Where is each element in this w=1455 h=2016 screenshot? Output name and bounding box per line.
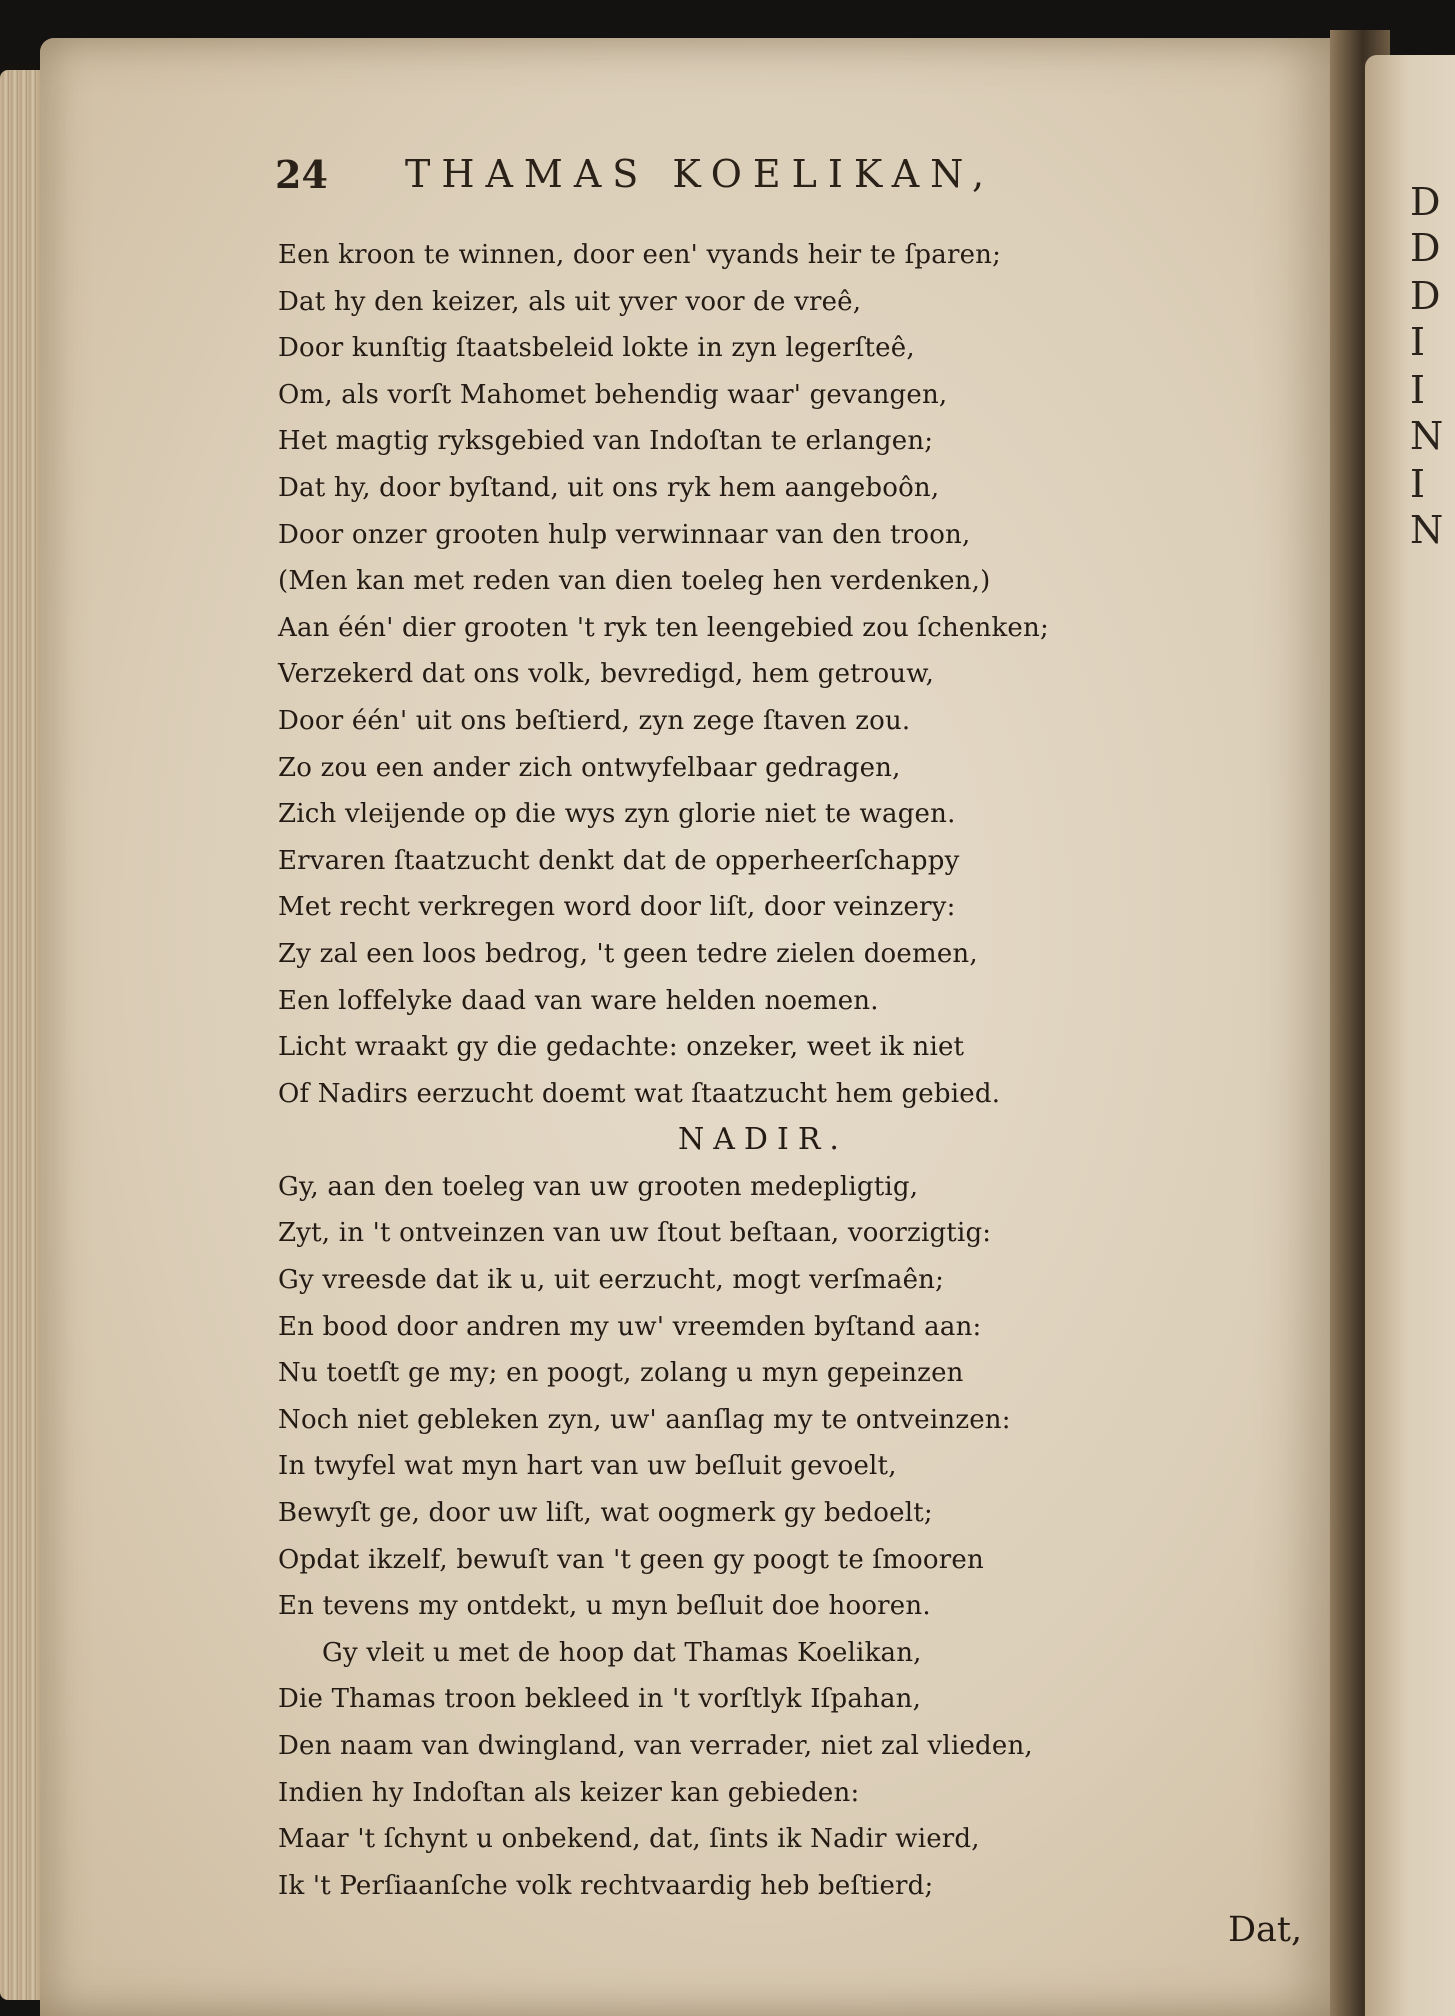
verse-line: En tevens my ontdekt, u myn beſluit doe hooren. [278,1591,931,1622]
verse-line: Door kunſtig ſtaatsbeleid lokte in zyn legerſteê, [278,333,915,364]
verse-line: In twyfel wat myn hart van uw beſluit gevoelt, [278,1451,897,1482]
facing-page-fragment: D [1410,180,1441,224]
verse-line: Opdat ikzelf, bewuſt van 't geen gy poogt te ſmooren [278,1544,984,1575]
page-number: 24 [275,152,328,197]
facing-page-fragment: I [1410,368,1426,412]
verse-line: Dat hy, door byſtand, uit ons ryk hem aangeboôn, [278,472,940,503]
verse-line: (Men kan met reden van dien toeleg hen verdenken,) [278,566,991,597]
facing-page-fragment: N [1410,414,1444,458]
verse-line: Een loffelyke daad van ware helden noemen. [278,985,879,1016]
verse-line: Licht wraakt gy die gedachte: onzeker, weet ik niet [278,1032,965,1063]
facing-page [1365,55,1455,2016]
verse-line: Verzekerd dat ons volk, bevredigd, hem getrouw, [278,659,935,690]
verse-line: Zo zou een ander zich ontwyfelbaar gedragen, [278,752,901,783]
verse-line: Indien hy Indoſtan als keizer kan gebieden: [278,1777,860,1808]
verse-line: Zy zal een loos bedrog, 't geen tedre zielen doemen, [278,938,978,969]
verse-line: Gy vleit u met de hoop dat Thamas Koelikan, [322,1637,922,1668]
page-header [275,152,1225,212]
verse-line: Zyt, in 't ontveinzen van uw ſtout beſtaan, voorzigtig: [278,1218,992,1249]
speaker-heading: NADIR. [678,1122,848,1158]
verse-line: Bewyſt ge, door uw liſt, wat oogmerk gy bedoelt; [278,1498,933,1529]
verse-line: Dat hy den keizer, als uit yver voor de vreê, [278,286,862,317]
facing-page-fragment: N [1410,508,1444,552]
verse-line: Den naam van dwingland, van verrader, niet zal vlieden, [278,1731,1033,1761]
verse-line: Ik 't Perſiaanſche volk rechtvaardig heb beſtierd; [278,1870,934,1901]
verse-line: Om, als vorſt Mahomet behendig waar' gevangen, [278,379,948,410]
catchword: Dat, [1228,1910,1303,1950]
verse-line: Maar 't ſchynt u onbekend, dat, ſints ik Nadir wierd, [278,1824,980,1855]
verse-line: Door onzer grooten hulp verwinnaar van den troon, [278,519,971,550]
verse-line: Nu toetſt ge my; en poogt, zolang u myn gepeinzen [278,1358,964,1389]
verse-line: En bood door andren my uw' vreemden byſtand aan: [278,1311,982,1342]
facing-page-fragment: D [1410,274,1441,318]
verse-line: Door één' uit ons beſtierd, zyn zege ſtaven zou. [278,705,911,736]
verse-line: Of Nadirs eerzucht doemt wat ſtaatzucht hem gebied. [278,1078,1001,1109]
facing-page-fragment: I [1410,320,1426,364]
verse-line: Met recht verkregen word door liſt, door veinzery: [278,892,956,923]
verse-line: Het magtig ryksgebied van Indoſtan te erlangen; [278,426,934,457]
verse-line: Zich vleijende op die wys zyn glorie niet te wagen. [278,799,956,830]
verse-text [278,232,1338,1909]
verse-line: Ervaren ſtaatzucht denkt dat de opperheerſchappy [278,845,960,876]
verse-line: Gy, aan den toeleg van uw grooten medepligtig, [278,1171,919,1202]
verse-line: Een kroon te winnen, door een' vyands heir te ſparen; [278,240,1002,270]
facing-page-fragment: I [1410,462,1426,506]
verse-line: Aan één' dier grooten 't ryk ten leengebied zou ſchenken; [278,612,1049,643]
running-title: THAMAS KOELIKAN, [405,152,996,196]
verse-line: Gy vreesde dat ik u, uit eerzucht, mogt verſmaên; [278,1265,945,1296]
verse-line: Noch niet gebleken zyn, uw' aanſlag my te ontveinzen: [278,1404,1011,1435]
facing-page-fragment: D [1410,226,1441,270]
verse-line: Die Thamas troon bekleed in 't vorſtlyk Iſpahan, [278,1684,922,1715]
